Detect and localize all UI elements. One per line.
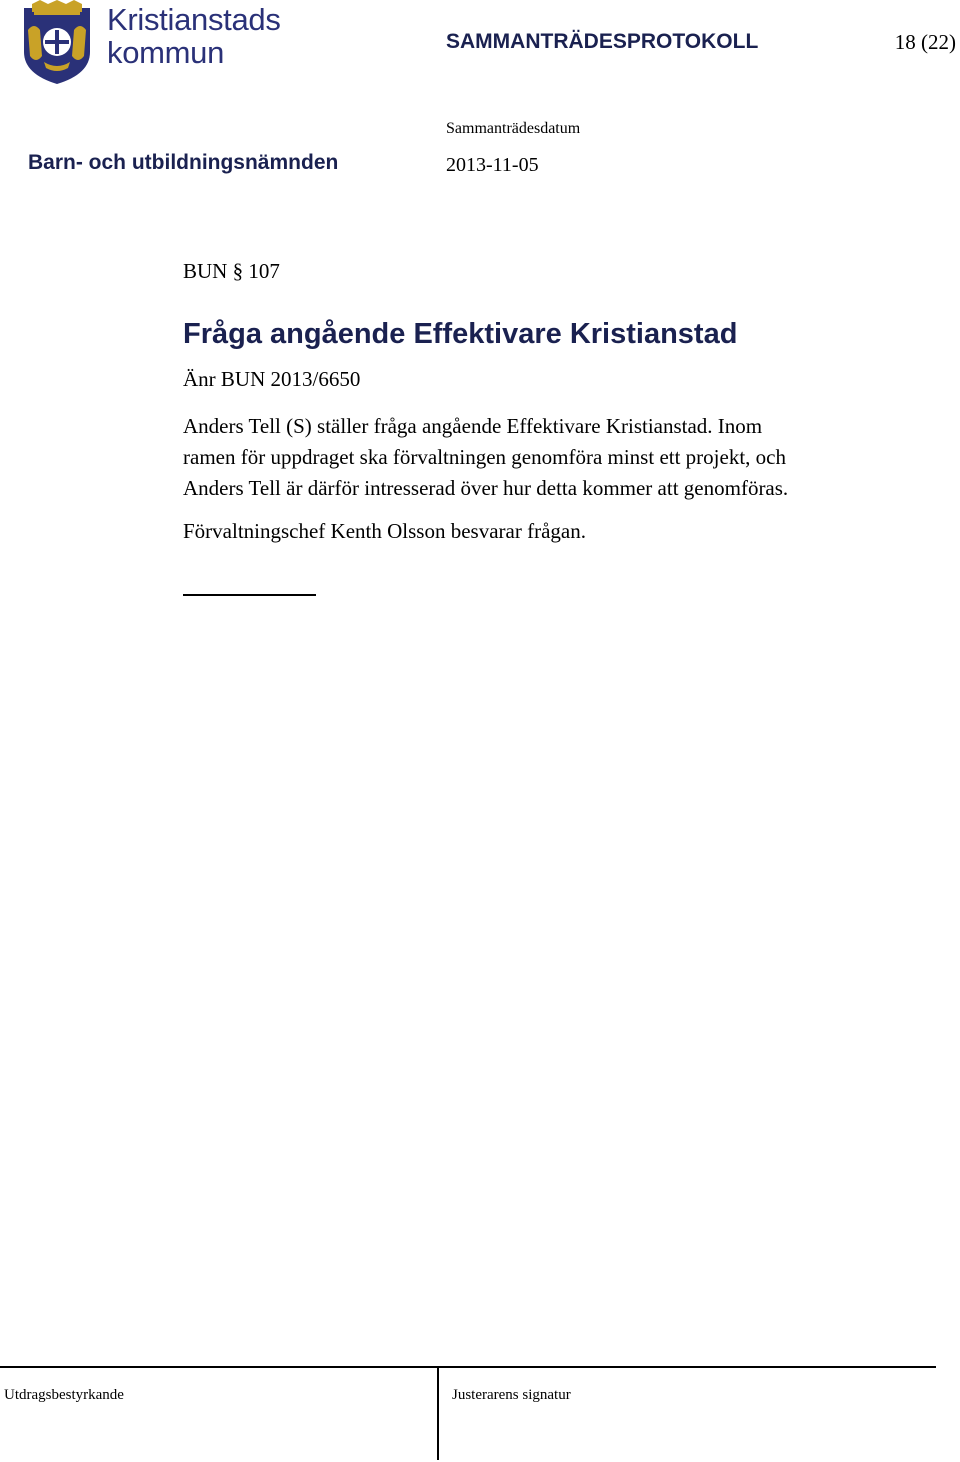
municipality-logo bbox=[20, 0, 292, 86]
adjuster-signature-label: Justerarens signatur bbox=[452, 1387, 571, 1403]
section-end-rule bbox=[183, 594, 316, 596]
paragraph-reference: BUN § 107 bbox=[183, 259, 280, 283]
logo-text-line1: Kristianstads bbox=[107, 2, 281, 37]
body-line: Anders Tell (S) ställer fråga angående Effektivare Kristianstad. Inom bbox=[183, 414, 763, 438]
body-line: Anders Tell är därför intresserad över hur detta kommer att genomföras. bbox=[183, 476, 789, 500]
footer-rule bbox=[0, 1366, 936, 1368]
extract-certification-label: Utdragsbestyrkande bbox=[4, 1387, 124, 1403]
coat-of-arms-icon bbox=[20, 0, 94, 86]
body-line: ramen för uppdraget ska förvaltningen genomföra minst ett projekt, och bbox=[183, 445, 786, 469]
footer-divider bbox=[437, 1366, 439, 1460]
committee-name: Barn- och utbildningsnämnden bbox=[28, 151, 339, 174]
answer-text: Förvaltningschef Kenth Olsson besvarar frågan. bbox=[183, 519, 586, 543]
item-title: Fråga angående Effektivare Kristianstad bbox=[183, 318, 738, 350]
document-type: SAMMANTRÄDESPROTOKOLL bbox=[446, 30, 759, 53]
meeting-date: 2013-11-05 bbox=[446, 154, 539, 176]
meeting-date-label: Sammanträdesdatum bbox=[446, 120, 581, 137]
case-number: Änr BUN 2013/6650 bbox=[183, 367, 361, 391]
page-number: 18 (22) bbox=[894, 30, 956, 54]
logo-text-line2: kommun bbox=[107, 35, 225, 70]
item-body bbox=[183, 411, 883, 504]
